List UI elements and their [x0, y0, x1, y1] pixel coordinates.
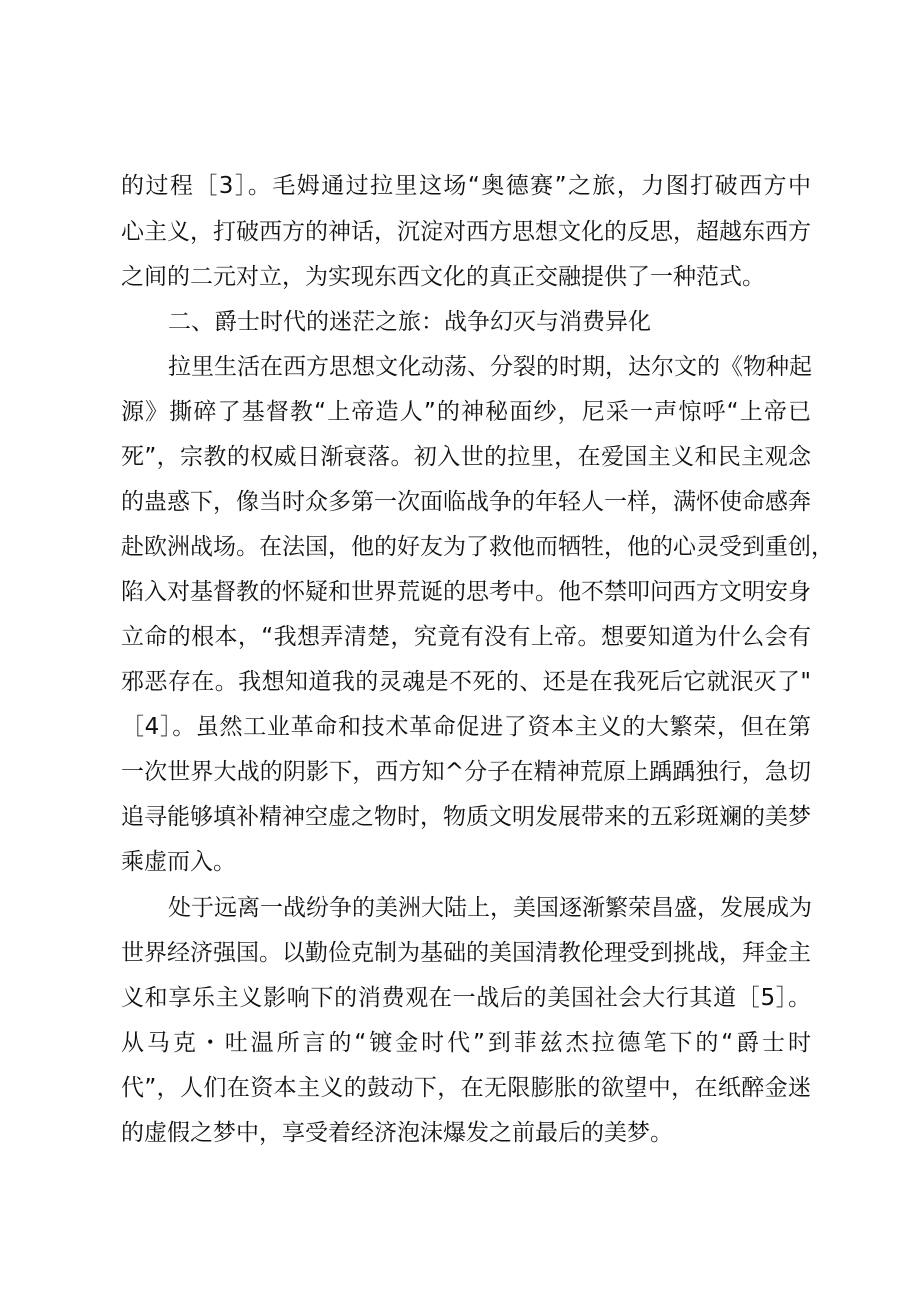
paragraph-1-line-1: 的过程［3］。毛姆通过拉里这场“奥德赛”之旅，力图打破西方中 [121, 173, 811, 199]
paragraph-2-line-10: 一次世界大战的阴影下，西方知^分子在精神荒原上踽踽独行，急切 [121, 759, 811, 785]
paragraph-2-line-5: 赴欧洲战场。在法国，他的好友为了救他而牺牲，他的心灵受到重创， [121, 534, 834, 560]
paragraph-2-line-2: 源》撕碎了基督教“上帝造人”的神秘面纱，尼采一声惊呼“上帝已 [121, 399, 811, 425]
paragraph-2-line-4: 的蛊惑下，像当时众多第一次面临战争的年轻人一样，满怀使命感奔 [121, 489, 811, 515]
paragraph-2-line-3: 死”，宗教的权威日渐衰落。初入世的拉里，在爱国主义和民主观念 [121, 444, 811, 470]
paragraph-2-line-11: 追寻能够填补精神空虚之物时，物质文明发展带来的五彩斑斓的美梦 [121, 804, 811, 830]
paragraph-3-line-4: 从马克・吐温所言的“镀金时代”到菲兹杰拉德笔下的“爵士时 [121, 1030, 811, 1056]
paragraph-3-line-5: 代”，人们在资本主义的鼓动下，在无限膨胀的欲望中，在纸醉金迷 [121, 1075, 811, 1101]
paragraph-1-line-2: 心主义，打破西方的神话，沉淀对西方思想文化的反思，超越东西方 [121, 219, 811, 245]
paragraph-2-line-6: 陷入对基督教的怀疑和世界荒诞的思考中。他不禁叩问西方文明安身 [121, 579, 811, 605]
section-heading: 二、爵士时代的迷茫之旅：战争幻灭与消费异化 [168, 309, 651, 335]
paragraph-2-line-1: 拉里生活在西方思想文化动荡、分裂的时期，达尔文的《物种起 [168, 354, 812, 380]
paragraph-1-line-3: 之间的二元对立，为实现东西文化的真正交融提供了一种范式。 [121, 264, 765, 290]
paragraph-3-line-6: 的虚假之梦中，享受着经济泡沫爆发之前最后的美梦。 [121, 1120, 673, 1146]
paragraph-2-line-7: 立命的根本，“我想弄清楚，究竟有没有上帝。想要知道为什么会有 [121, 624, 811, 650]
paragraph-2-line-9: ［4］。虽然工业革命和技术革命促进了资本主义的大繁荣，但在第 [121, 714, 811, 740]
paragraph-3-line-1: 处于远离一战纷争的美洲大陆上，美国逐渐繁荣昌盛，发展成为 [168, 895, 812, 921]
paragraph-3-line-3: 义和享乐主义影响下的消费观在一战后的美国社会大行其道［5］。 [121, 985, 811, 1011]
paragraph-2-line-8: 邪恶存在。我想知道我的灵魂是不死的、还是在我死后它就泯灭了" [121, 669, 811, 695]
paragraph-3-line-2: 世界经济强国。以勤俭克制为基础的美国清教伦理受到挑战，拜金主 [121, 940, 811, 966]
paragraph-2-line-12: 乘虚而入。 [121, 849, 236, 875]
